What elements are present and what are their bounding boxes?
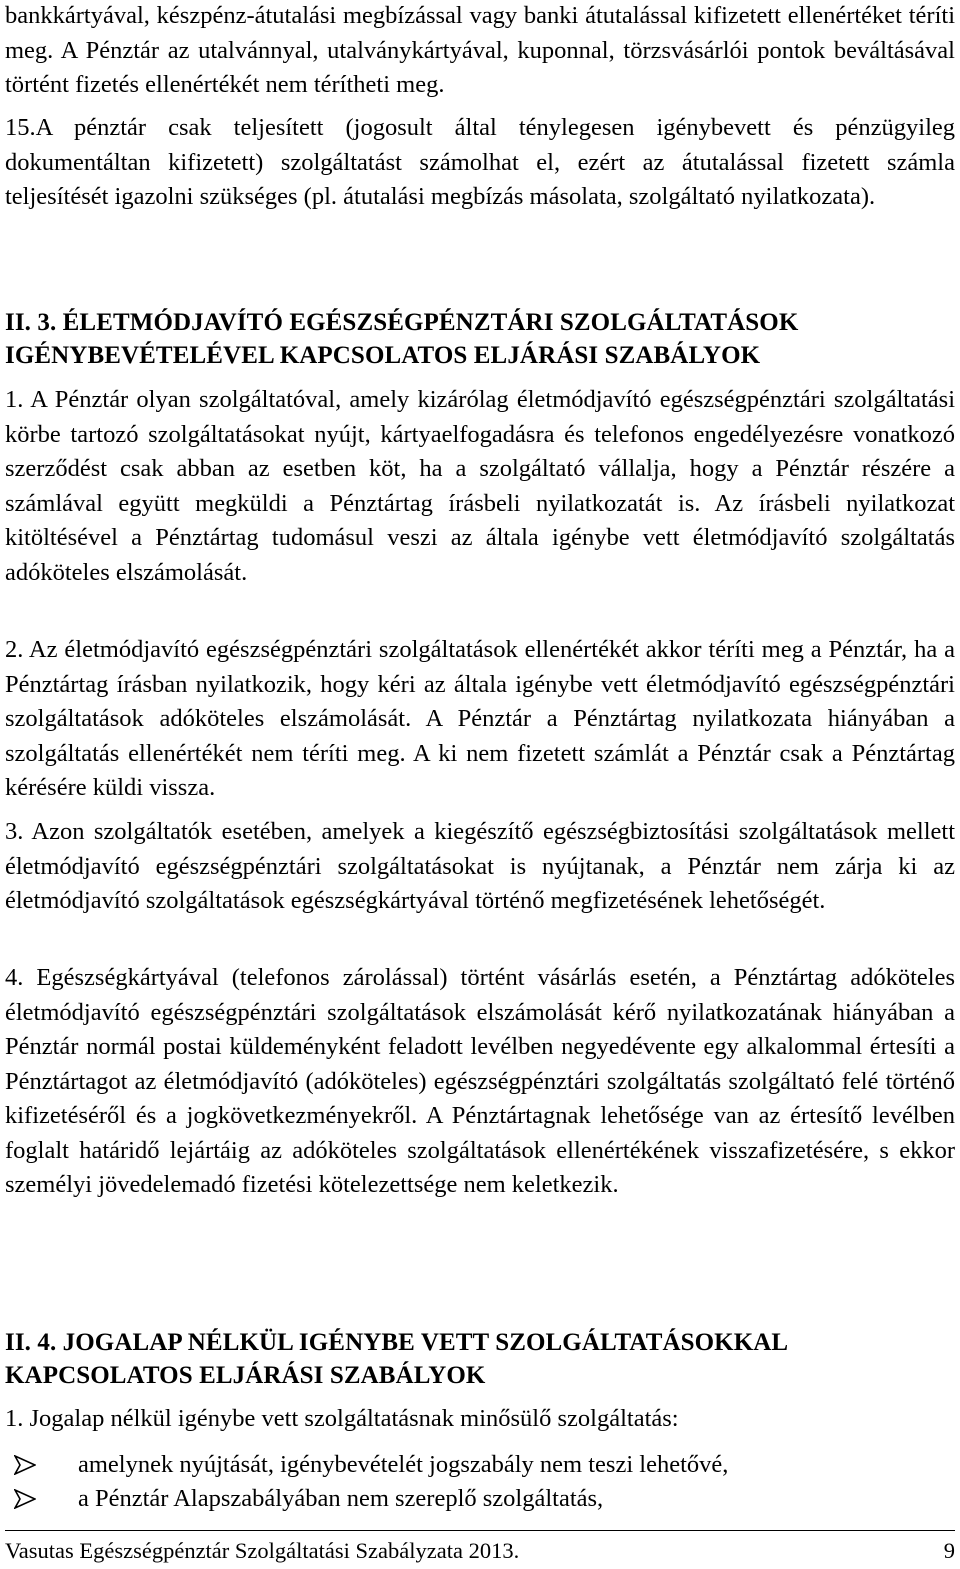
- section-heading-II-4: II. 4. JOGALAP NÉLKÜL IGÉNYBE VETT SZOLGÁLTATÁSOKKAL KAPCSOLATOS ELJÁRÁSI SZABÁLYOK: [5, 1329, 787, 1389]
- arrow-bullet-icon: [14, 1448, 48, 1475]
- paragraph-item-15: 15.A pénztár csak teljesített (jogosult által ténylegesen igénybevett és pénzügyileg dokumentáltan kifizetett) szolgáltatást számolhat el, ezért az átutalással fizetett számla teljesítését igazolni szükséges (pl. átutalási megbízás másolata, szolgáltató nyilatkozata).: [5, 114, 955, 210]
- page-footer: [5, 1530, 955, 1565]
- paragraph-II3-1: 1. A Pénztár olyan szolgáltatóval, amely kizárólag életmódjavító egészségpénztári szolgáltatási körbe tartozó szolgáltatásokat nyújt, kártyaelfogadásra és telefonos engedélyezésre vonatkozó szerződést csak abban az esetben köt, ha a szolgáltató vállalja, hogy a Pénztár részére a számlával együtt megküldi a Pénztártag írásbeli nyilatkozatát is. Az írásbeli nyilatkozat kitöltésével a Pénztártag tudomásul veszi az általa igénybe vett életmódjavító szolgáltatás adóköteles elszámolását.: [5, 386, 955, 586]
- paragraph-II4-1: 1. Jogalap nélkül igénybe vett szolgáltatásnak minősülő szolgáltatás:: [5, 1405, 679, 1432]
- section-heading-II-3: II. 3. ÉLETMÓDJAVÍTÓ EGÉSZSÉGPÉNZTÁRI SZOLGÁLTATÁSOK IGÉNYBEVÉTELÉVEL KAPCSOLATOS ELJÁRÁSI SZABÁLYOK: [5, 309, 799, 369]
- page-number: 9: [943, 1538, 955, 1563]
- footer-title: Vasutas Egészségpénztár Szolgáltatási Szabályzata 2013.: [5, 1538, 520, 1563]
- paragraph-II3-3: 3. Azon szolgáltatók esetében, amelyek a kiegészítő egészségbiztosítási szolgáltatások mellett életmódjavító egészségpénztári szolgáltatásokat is nyújtanak, a Pénztár nem zárja ki az életmódjavító szolgáltatások egészségkártyával történő megfizetésének lehetőségét.: [5, 818, 955, 914]
- paragraph-II3-2: 2. Az életmódjavító egészségpénztári szolgáltatások ellenértékét akkor téríti meg a Pénztár, ha a Pénztártag írásban nyilatkozik, hogy kéri az általa igénybe vett életmódjavító egészségpénztári szolgáltatások adóköteles elszámolását. A Pénztár a Pénztártag nyilatkozata hiányában a szolgáltatás ellenértékét nem téríti meg. A ki nem fizetett számlát a Pénztár csak a Pénztártag kérésére küldi vissza.: [5, 636, 955, 801]
- paragraph-payment-methods: bankkártyával, készpénz-átutalási megbízással vagy banki átutalással kifizetett ellenértéket téríti meg. A Pénztár az utalvánnyal, utalványkártyával, kuponnal, törzsvásárlói pontok beváltásával történt fizetés ellenértékét nem térítheti meg.: [5, 2, 955, 98]
- arrow-bullet-icon: [14, 1482, 48, 1509]
- bullet-text: amelynek nyújtását, igénybevételét jogszabály nem teszi lehetővé,: [78, 1451, 729, 1478]
- bullet-item: [14, 1482, 954, 1517]
- paragraph-II3-4: 4. Egészségkártyával (telefonos zárolással) történt vásárlás esetén, a Pénztártag adóköteles életmódjavító egészségpénztári szolgáltatások elszámolását kérő nyilatkozatának hiányában a Pénztár normál postai küldeményként feladott levélben negyedévente egy alkalommal értesíti a Pénztártagot az életmódjavító (adóköteles) egészségpénztári szolgáltatás szolgáltató felé történő kifizetéséről és a jogkövetkezményekről. A Pénztártagnak lehetősége van az értesítő levélben foglalt határidő lejártáig az adóköteles szolgáltatások ellenértékének visszafizetésére, s ekkor személyi jövedelemadó fizetési kötelezettsége nem keletkezik.: [5, 964, 955, 1198]
- bullet-item: [14, 1448, 954, 1483]
- bullet-text: a Pénztár Alapszabályában nem szereplő szolgáltatás,: [78, 1485, 604, 1512]
